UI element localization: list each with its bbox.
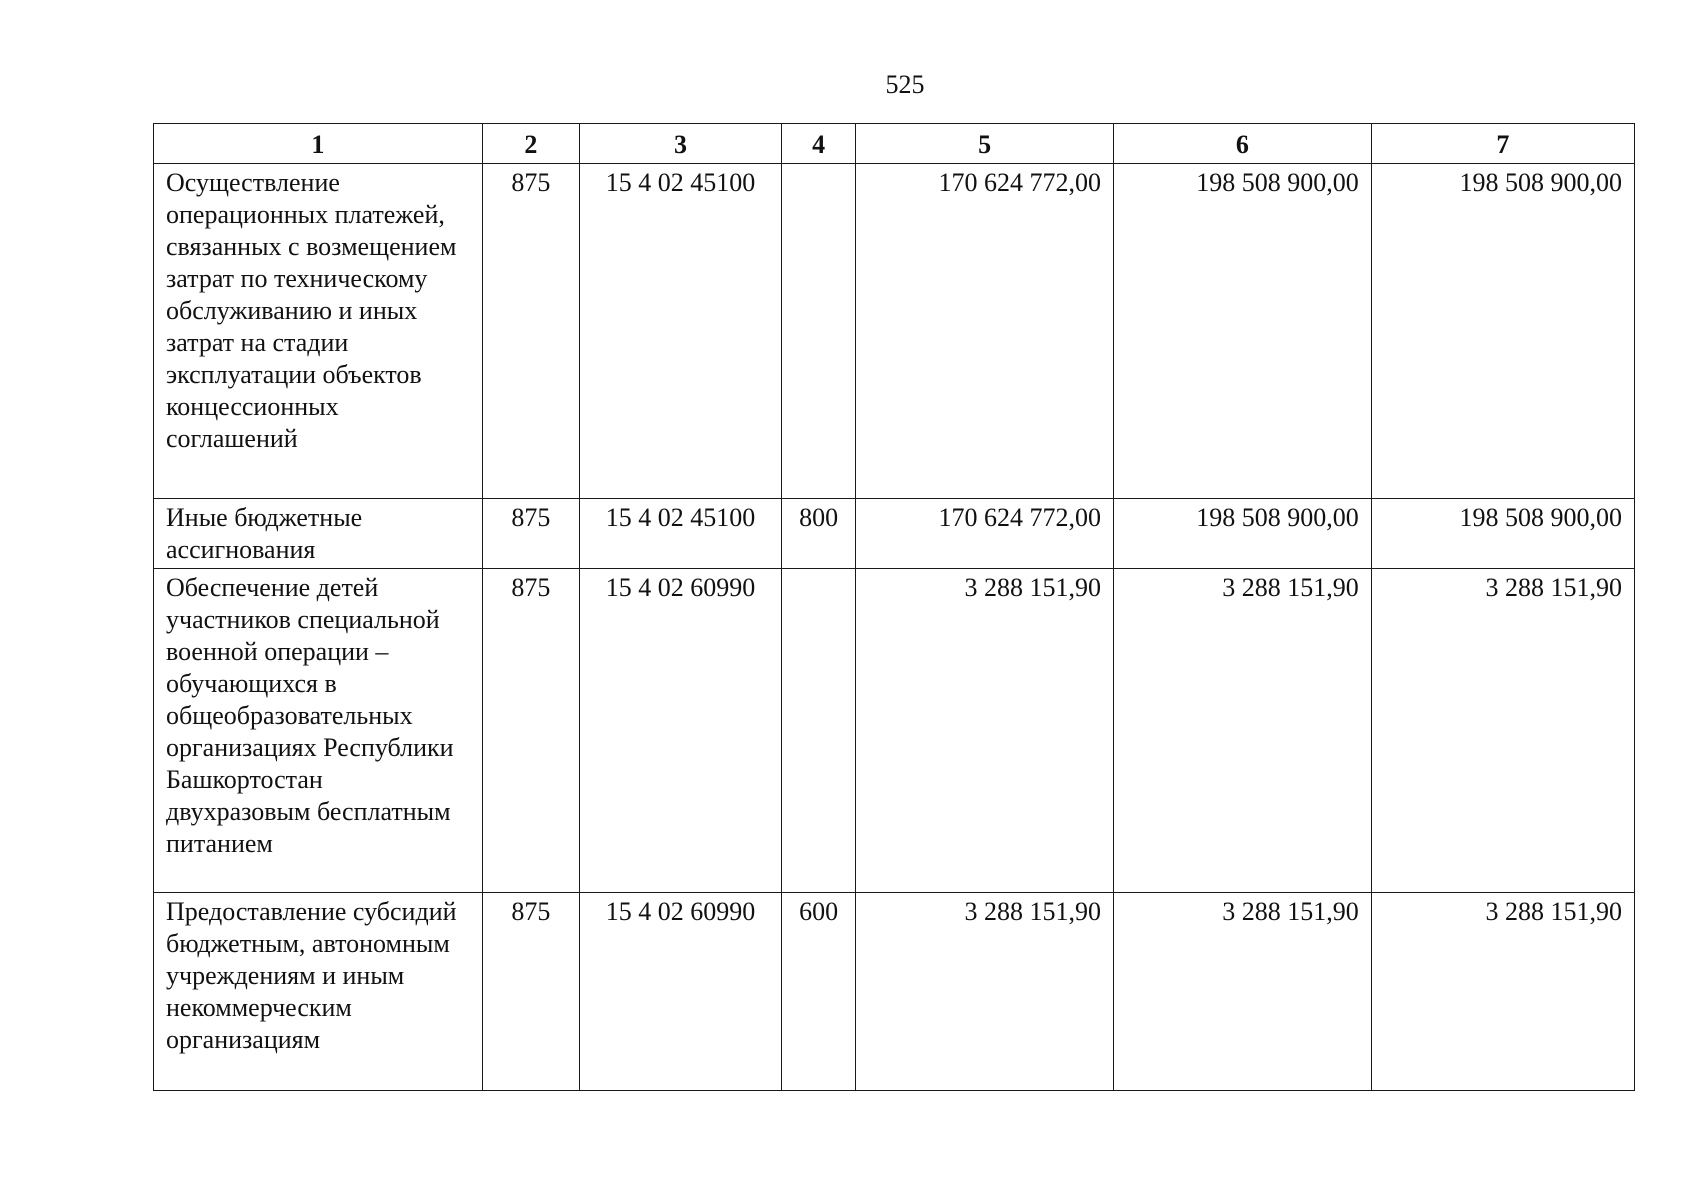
amount-cell-col6: 3 288 151,90 <box>1114 569 1372 893</box>
code-cell: 875 <box>482 164 579 499</box>
column-header-5: 5 <box>856 124 1114 164</box>
amount-cell-col7: 3 288 151,90 <box>1371 893 1634 1091</box>
table-row <box>154 893 1635 1091</box>
target-cell: 15 4 02 60990 <box>579 893 781 1091</box>
amount-cell-col5: 3 288 151,90 <box>856 893 1114 1091</box>
type-cell: 800 <box>781 499 855 569</box>
row-name-cell: Осуществление операционных платежей, связанных с возмещением затрат по техническому обслуживанию и иных затрат на стадии эксплуатации объектов концессионных соглашений <box>154 164 483 499</box>
page-number: 525 <box>885 70 925 99</box>
target-cell: 15 4 02 45100 <box>579 164 781 499</box>
row-name-cell: Иные бюджетные ассигнования <box>154 499 483 569</box>
type-cell: 600 <box>781 893 855 1091</box>
code-cell: 875 <box>482 893 579 1091</box>
target-cell: 15 4 02 60990 <box>579 569 781 893</box>
amount-cell-col5: 3 288 151,90 <box>856 569 1114 893</box>
column-header-1: 1 <box>154 124 483 164</box>
column-header-2: 2 <box>482 124 579 164</box>
amount-cell-col7: 3 288 151,90 <box>1371 569 1634 893</box>
column-header-3: 3 <box>579 124 781 164</box>
amount-cell-col6: 198 508 900,00 <box>1114 164 1372 499</box>
table-row <box>154 499 1635 569</box>
code-cell: 875 <box>482 499 579 569</box>
table-row <box>154 569 1635 893</box>
amount-cell-col5: 170 624 772,00 <box>856 164 1114 499</box>
row-name-cell: Предоставление субсидий бюджетным, автономным учреждениям и иным некоммерческим организациям <box>154 893 483 1091</box>
amount-cell-col6: 3 288 151,90 <box>1114 893 1372 1091</box>
column-header-4: 4 <box>781 124 855 164</box>
type-cell <box>781 569 855 893</box>
row-name-cell: Обеспечение детей участников специальной военной операции – обучающихся в общеобразовательных организациях Республики Башкортостан двухразовым бесплатным питанием <box>154 569 483 893</box>
column-header-6: 6 <box>1114 124 1372 164</box>
code-cell: 875 <box>482 569 579 893</box>
amount-cell-col7: 198 508 900,00 <box>1371 499 1634 569</box>
amount-cell-col6: 198 508 900,00 <box>1114 499 1372 569</box>
target-cell: 15 4 02 45100 <box>579 499 781 569</box>
type-cell <box>781 164 855 499</box>
table-header-row <box>154 124 1635 164</box>
budget-table <box>153 123 1635 1091</box>
amount-cell-col7: 198 508 900,00 <box>1371 164 1634 499</box>
column-header-7: 7 <box>1371 124 1634 164</box>
amount-cell-col5: 170 624 772,00 <box>856 499 1114 569</box>
table-row <box>154 164 1635 499</box>
